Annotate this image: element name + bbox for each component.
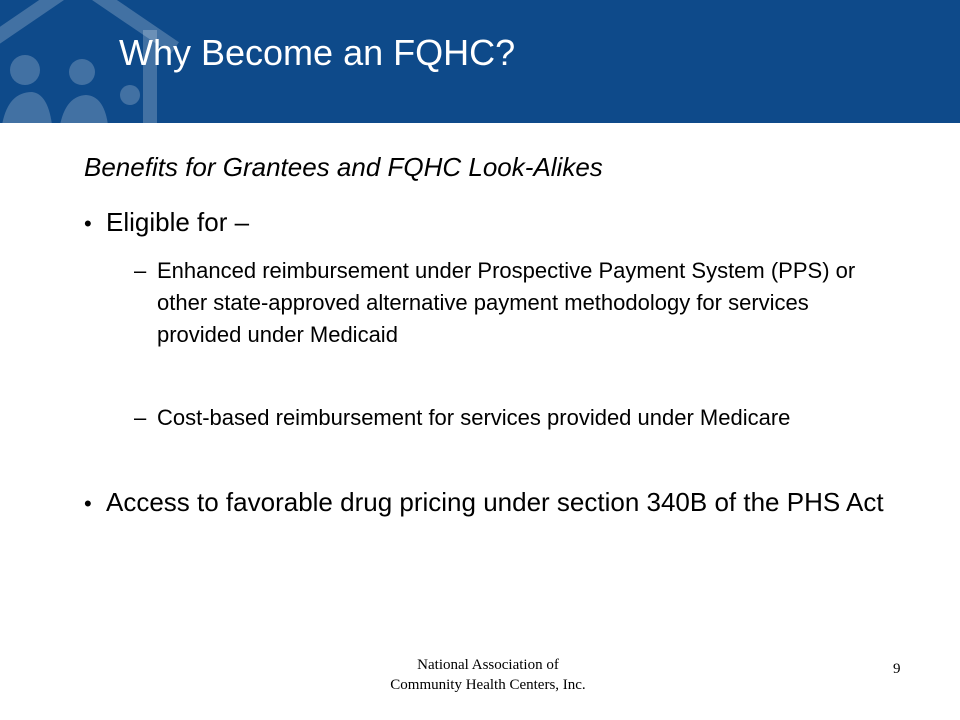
page-number: 9 [893, 661, 901, 677]
sub-bullet-dash: – [134, 258, 147, 283]
title-banner [0, 0, 960, 123]
sub-bullet-dash: – [134, 405, 147, 430]
bullet-text: Eligible for – [106, 207, 250, 237]
sub-bullet-text: Enhanced reimbursement under Prospective Payment System (PPS) or other state-approved alternative payment methodology for services provided under Medicaid [157, 258, 856, 347]
bullet-dot: • [84, 491, 92, 516]
bullet-dot: • [84, 211, 92, 236]
slide-title: Why Become an FQHC? [119, 32, 516, 73]
bullet-text: Access to favorable drug pricing under section 340B of the PHS Act [106, 487, 884, 517]
sub-bullet-text: Cost-based reimbursement for services provided under Medicare [157, 405, 791, 430]
section-subtitle: Benefits for Grantees and FQHC Look-Alikes [84, 152, 603, 182]
footer-organization: National Association of Community Health Centers, Inc. [390, 657, 586, 693]
